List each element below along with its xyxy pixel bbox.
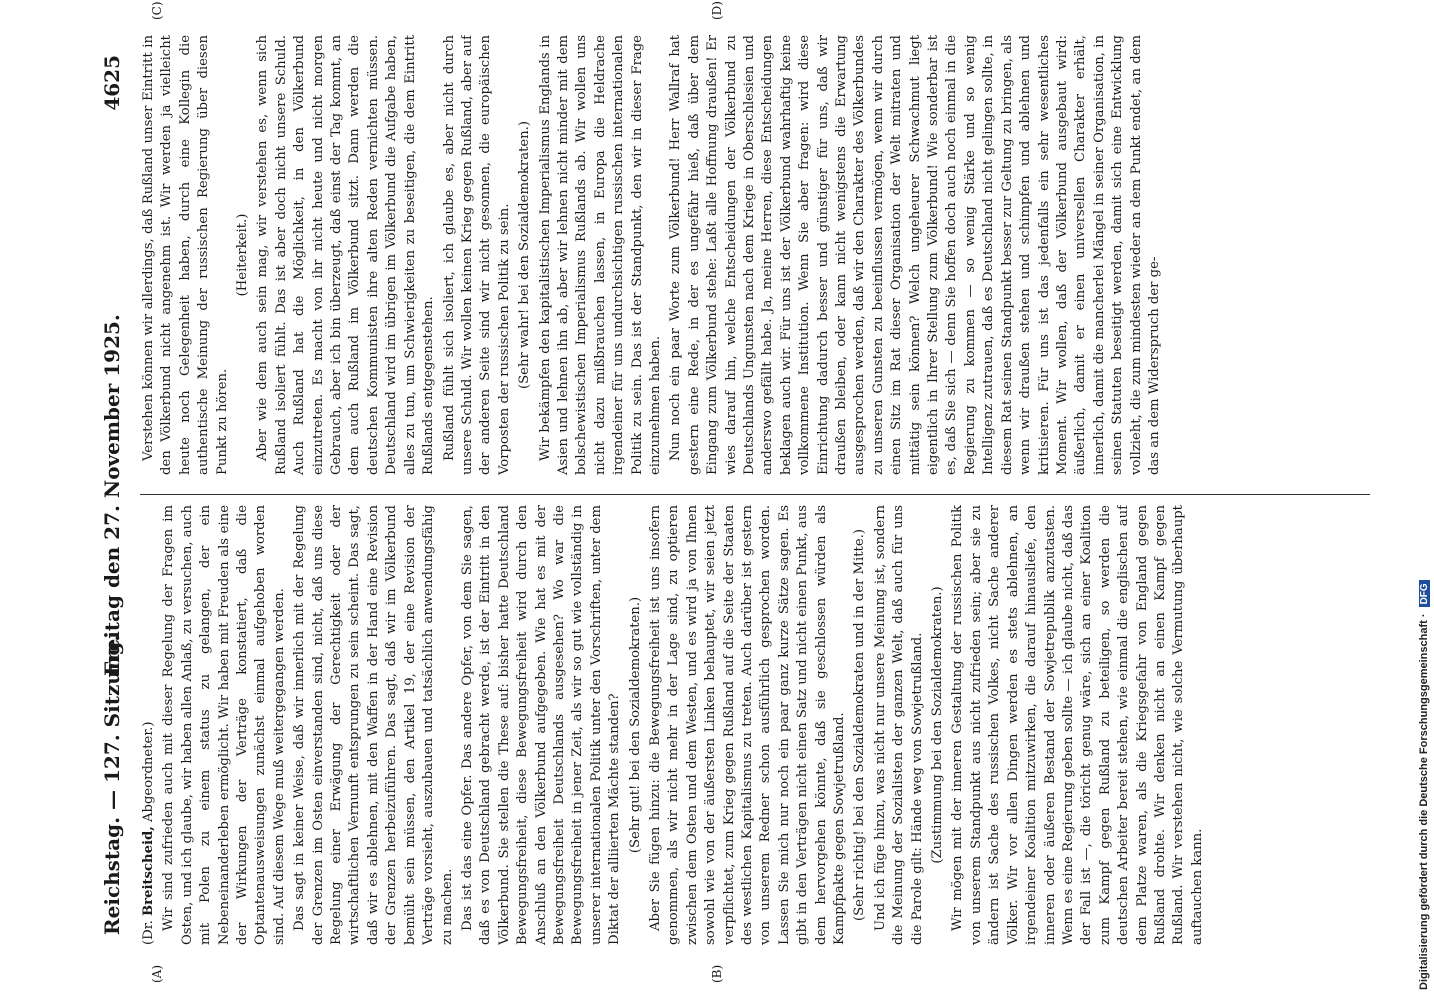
- margin-mark-a: (A): [150, 964, 164, 983]
- speaker-line: [140, 505, 158, 945]
- paragraph: Und ich füge hinzu, was nicht nur unsere Meinung ist, sondern die Meinung der Sozialisten der ganzen Welt, daß auch für uns die Parole gilt: Hände weg von Sowjetrußland.: [872, 505, 925, 945]
- paragraph: Wir bekämpfen den kapitalistischen Imperialismus Englands in Asien und lehnen ihn ab, aber wir lehnen nicht minder mit dem bolschewistischen Imperialismus Rußlands ab. Wir wollen uns nicht dazu mißbrauchen lassen, in Europa die Heldrache irgendeiner für uns undurchsichtigen russischen internationalen Politik zu sein. Das ist der Standpunkt, den wir in dieser Frage einzunehmen haben.: [537, 35, 663, 475]
- page-header: [90, 25, 130, 965]
- digitization-text: Digitalisierung gefördert durch die Deutsche Forschungsgemeinschaft ·: [1418, 613, 1430, 990]
- margin-mark-d: (D): [710, 1, 724, 20]
- dfg-logo: DFG: [1419, 580, 1430, 607]
- speaker-name: Breitscheid,: [141, 826, 156, 917]
- interjection: (Sehr richtig! bei den Sozialdemokraten und in der Mitte.): [852, 529, 868, 921]
- right-column: [140, 35, 1370, 475]
- interjection: (Sehr wahr! bei den Sozialdemokraten.): [517, 121, 533, 389]
- digitization-note: [1418, 10, 1430, 990]
- paragraph: Wir mögen mit der inneren Gestaltung der russischen Politik von unserem Standpunkt aus nicht zufrieden sein; aber sie zu ändern ist Sache des russischen Volkes, nicht Sache anderer Völker. Wir vor allen Dingen werden es stets ablehnen, an irgendeiner Koalition mitzuwirken, die darauf hinausliefe, den inneren oder äußeren Bestand der Sowjetrepublik anzutasten. Wenn es eine Regierung geben sollte — ich glaube nicht, daß das der Fall ist —, die töricht genug wäre, sich an einer Koalition zum Kampf gegen Rußland zu beteiligen, so werden die deutschen Arbeiter bereit stehen, wie einmal die englischen auf dem Platze waren, als die Kriegsgefahr von England gegen Rußland drohte. Wir denken nicht an einen Kampf gegen Rußland. Wir verstehen nicht, wie solche Vermutung überhaupt auftauchen kann.: [950, 505, 1205, 945]
- paragraph: Aber Sie fügen hinzu: die Bewegungsfreiheit ist uns insofern genommen, als wir nicht mehr in der Lage sind, zu optieren zwischen dem Osten und dem Westen, und es wird ja von Ihnen sowohl wie von der äußersten Linken behauptet, wir seien jetzt verpflichtet, zum Krieg gegen Rußland auf die Seite der Staaten des westlichen Kapitalismus zu treten. Auch darüber ist gestern von unserem Redner schon ausführlich gesprochen worden. Lassen Sie mich nur noch ein paar ganz kurze Sätze sagen. Es gibt in den Verträgen nicht einen Satz und nicht einen Punkt, aus dem hervorgehen könnte, daß sie geschlossen würden als Kampfpakte gegen Sowjetrußland.: [647, 505, 848, 945]
- interjection: (Sehr gut! bei den Sozialdemokraten.): [627, 596, 643, 854]
- page-number: 4625: [100, 55, 124, 111]
- header-session: Reichstag. — 127. Sitzung.: [100, 634, 124, 935]
- speaker-prefix: (Dr.: [141, 920, 156, 945]
- header-date: Freitag den 27. November 1925.: [100, 314, 124, 676]
- paragraph: Das ist das eine Opfer. Das andere Opfer, von dem Sie sagen, daß es von Deutschland gebracht werde, ist der Eintritt in den Völkerbund. Sie stellen die These auf: bisher hatte Deutschland Bewegungsfreiheit, diese Bewegungsfreiheit wird durch den Anschluß an den Völkerbund aufgegeben. Wie hat es mit der Bewegungsfreiheit Deutschlands ausgesehen? Wo war die Bewegungsfreiheit in jener Zeit, als wir so gut wie vollständig in unserer internationalen Politik unter den Vorschriften, unter dem Diktat der alliierten Mächte standen?: [459, 505, 623, 945]
- paragraph: Das sagt in keiner Weise, daß wir innerlich mit der Regelung der Grenzen im Osten einverstanden sind, nicht, daß uns diese Regelung einer Erwägung der Gerechtigkeit oder der wirtschaftlichen Vernunft entsprungen zu sein scheint. Das sagt, daß wir es ablehnen, mit den Waffen in der Hand eine Revision der Grenzen herbeizuführen. Das sagt, daß wir im Völkerbund bemüht sein müssen, den Artikel 19, der eine Revision der Verträge vorsieht, auszubauen und tatsächlich anwendungsfähig zu machen.: [292, 505, 455, 945]
- paragraph: Aber wie dem auch sein mag, wir verstehen es, wenn sich Rußland isoliert fühlt. Das ist aber doch nicht unsere Schuld. Auch Rußland hat die Möglichkeit, in den Völkerbund einzutreten. Es macht von ihr nicht heute und nicht morgen Gebrauch, aber ich bin überzeugt, daß einst der Tag kommt, an dem auch Rußland im Völkerbund sitzt. Dann werden die deutschen Kommunisten ihre alten Reden vernichten müssen. Deutschland wird im übrigen im Völkerbund die Aufgabe haben, alles zu tun, um Schwierigkeiten zu beseitigen, die dem Eintritt Rußlands entgegenstehen.: [255, 35, 437, 475]
- paragraph: Rußland fühlt sich isoliert, ich glaube es, aber nicht durch unsere Schuld. Wir wollen keinen Krieg gegen Rußland, aber auf der anderen Seite sind wir nicht gesonnen, die europäischen Vorposten der russischen Politik zu sein.: [441, 35, 512, 475]
- left-column: [140, 505, 1370, 945]
- paragraph: Verstehen können wir allerdings, daß Rußland unser Eintritt in den Völkerbund nicht angenehm ist. Wir werden ja vielleicht heute noch Gelegenheit haben, durch eine Kollegin die authentische Meinung der russischen Regierung über diesen Punkt zu hören.: [141, 35, 230, 475]
- interjection: (Heiterkeit.): [235, 213, 251, 297]
- interjection: (Zustimmung bei den Sozialdemokraten.): [930, 586, 946, 864]
- paragraph: Wir sind zufrieden auch mit dieser Regelung der Fragen im Osten, und ich glaube, wir haben allen Anlaß, zu versuchen, auch mit Polen zu einem status zu gelangen, der ein Nebeneinanderleben ermöglicht. Wir haben mit Freuden als eine der Wirkungen der Verträge konstatiert, daß die Optantenausweisungen zunächst einmal aufgehoben worden sind. Auf diesem Wege muß weitergegangen werden.: [161, 505, 287, 945]
- rotated-page: [90, 1, 1420, 983]
- margin-mark-b: (B): [710, 964, 724, 983]
- margin-mark-c: (C): [150, 1, 164, 20]
- speaker-role: Abgeordneter.): [141, 721, 156, 822]
- column-divider: [140, 494, 1370, 495]
- paragraph: Nun noch ein paar Worte zum Völkerbund! Herr Wallraf hat gestern eine Rede, in der es ungefähr hieß, daß über dem Eingang zum Völkerbund stehe: Laßt alle Hoffnung draußen! Er wies darauf hin, welche Entscheidungen der Völkerbund zu Deutschlands Ungunsten nach dem Kriege in Oberschlesien und anderswo gefällt habe. Ja, meine Herren, diese Entscheidungen beklagen auch wir. Für uns ist der Völkerbund wahrhaftig keine vollkommene Institution. Wenn Sie aber fragen: wird diese Einrichtung dadurch besser und günstiger für uns, daß wir draußen bleiben, oder kann nicht wenigstens die Erwartung ausgesprochen werden, daß wir den Charakter des Völkerbundes zu unseren Gunsten zu beeinflussen vermögen, wenn wir durch einen Sitz im Rat dieser Organisation der Welt mitraten und mittätig sein können? Welch ungeheurer Schwachmut liegt eigentlich in Ihrer Stellung zum Völkerbund! Wie sonderbar ist es, daß Sie sich — denn Sie hoffen doch auch noch einmal in die Regierung zu kommen — so wenig Stärke und so wenig Intelligenz zutrauen, daß es Deutschland nicht gelingen sollte, in diesem Rat seinen Standpunkt besser zur Geltung zu bringen, als wenn wir draußen stehen und schimpfen und ablehnen und kritisieren. Für uns ist das jedenfalls ein sehr wesentliches Moment. Wir wollen, daß der Völkerbund ausgebaut wird: äußerlich, damit er einen universellen Charakter erhält, innerlich, damit die mancherlei Mängel in seiner Organisation, in seinen Statuten beseitigt werden, damit sich eine Entwicklung vollzieht, die zum mindesten wieder an dem Punkt endet, an dem das an dem Widerspruch der ge-: [668, 35, 1162, 475]
